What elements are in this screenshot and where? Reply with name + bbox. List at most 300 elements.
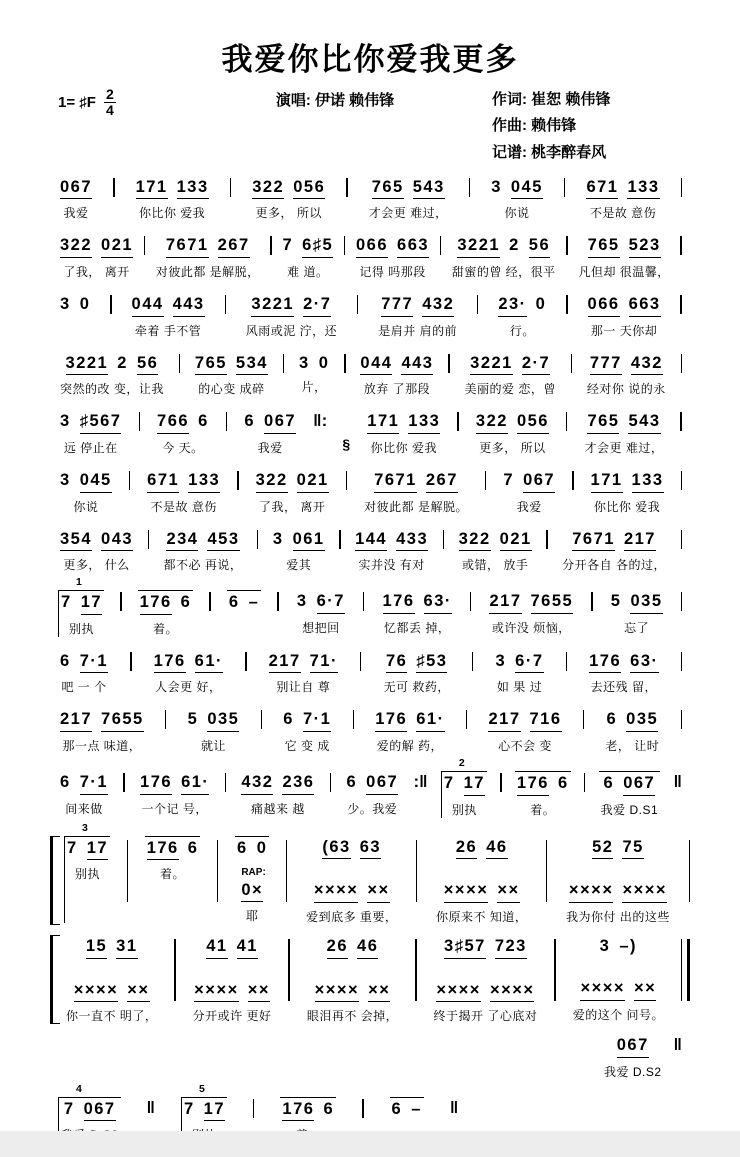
note-group: 021 xyxy=(500,529,532,552)
barline xyxy=(277,592,278,611)
barline xyxy=(681,471,682,490)
lyric-line: 我爱 xyxy=(516,499,542,514)
note-group: 61· xyxy=(195,651,223,674)
barline xyxy=(346,178,347,197)
lyric-line: 别执 xyxy=(451,802,477,817)
note-group: 543 xyxy=(628,411,660,434)
rap-notes xyxy=(580,978,656,1001)
barline xyxy=(174,939,175,1001)
lyric-line: 更多， 什么 xyxy=(63,558,130,573)
melody-notes xyxy=(282,235,333,258)
note-group: ×× xyxy=(248,980,270,1003)
melody-notes xyxy=(503,470,555,493)
barline xyxy=(564,178,565,197)
lyric-line: 都不必 再说， xyxy=(163,558,243,573)
notation-system xyxy=(58,410,682,456)
note-group: ×××× xyxy=(569,880,614,903)
melody-notes xyxy=(456,837,508,860)
measure xyxy=(297,352,331,396)
singer-credit: 演唱: 伊诺 赖伟锋 xyxy=(275,92,395,109)
melody-notes xyxy=(61,592,102,615)
lyric-line: 间来做 xyxy=(65,801,103,816)
lyric-line: 我爱 D.S1 xyxy=(600,802,659,817)
barline xyxy=(689,840,690,902)
lyric-line: 难 道。 xyxy=(287,265,329,279)
note-group: 217 xyxy=(488,709,520,732)
measure xyxy=(227,590,261,633)
barline xyxy=(129,471,130,490)
lyric-line: 少。我爱 xyxy=(347,801,398,816)
barline xyxy=(466,710,467,729)
note-group: 7 xyxy=(503,470,515,489)
melody-notes xyxy=(586,177,659,200)
transcriber-credit: 记谱: 桃李醉春风 xyxy=(492,143,607,161)
rap-lyric-line: 爱到底多 重要， xyxy=(306,909,398,924)
melody-notes xyxy=(299,353,329,374)
notation-system xyxy=(58,708,682,754)
note-group: 765 xyxy=(195,353,227,376)
note-group: 71· xyxy=(310,651,338,674)
melody-notes xyxy=(346,772,398,795)
measure xyxy=(58,410,123,456)
note-group: 035 xyxy=(626,709,658,732)
barline xyxy=(584,773,585,792)
lyric-line: 吧 一 个 xyxy=(61,680,107,695)
note-group: 7·1 xyxy=(303,709,331,732)
melody-notes xyxy=(252,177,325,200)
measure xyxy=(58,771,110,817)
measure xyxy=(382,650,452,696)
volta-number: 3 xyxy=(79,823,91,834)
melody-notes xyxy=(495,651,543,674)
melody-notes xyxy=(592,837,644,860)
lyric-line: 不是故 意伤 xyxy=(589,206,657,221)
measure xyxy=(304,836,399,925)
lyric-line: 实并没 有对 xyxy=(358,558,425,573)
melody-notes xyxy=(140,772,209,795)
note-group: 523 xyxy=(629,235,661,258)
lyric-line: 或许没 烦恼， xyxy=(491,620,571,635)
melody-notes xyxy=(392,1099,422,1120)
note-group: 133 xyxy=(188,470,220,493)
lyric-line: 行。 xyxy=(509,323,535,338)
barline xyxy=(472,652,473,671)
barline xyxy=(546,530,547,549)
melody-notes xyxy=(237,838,267,859)
melody-notes xyxy=(367,411,440,434)
note-group: 6 xyxy=(237,838,248,857)
barline xyxy=(230,178,231,197)
measure xyxy=(130,293,207,339)
melody-notes xyxy=(60,772,108,795)
note-group: 453 xyxy=(207,529,239,552)
note-group: 3 xyxy=(491,177,502,196)
measure xyxy=(463,352,558,398)
measure xyxy=(254,469,331,515)
rap-notes xyxy=(314,880,390,903)
measure xyxy=(244,293,339,339)
measure xyxy=(145,836,201,924)
repeat-barline: :‖ xyxy=(413,772,428,791)
measure xyxy=(376,293,459,339)
note-group: 7671 xyxy=(166,235,209,258)
note-group: – xyxy=(248,593,260,612)
note-group: 0 xyxy=(256,838,268,857)
lyric-line: 那一 天你却 xyxy=(590,323,658,338)
lyric-line: 你说 xyxy=(504,206,530,221)
note-group: 17 xyxy=(464,773,485,796)
notation-system xyxy=(58,469,682,515)
melody-notes xyxy=(154,651,223,674)
note-group: 322 xyxy=(256,470,288,493)
note-group: 176 xyxy=(147,838,179,861)
note-group: ×××× xyxy=(580,978,625,1001)
measure xyxy=(450,234,558,280)
note-group: 6 xyxy=(557,774,569,792)
note-group: 663 xyxy=(397,235,429,258)
barline xyxy=(261,710,262,729)
note-group: 217 xyxy=(269,651,301,674)
final-barline xyxy=(681,939,690,1001)
note-group: 322 xyxy=(476,411,508,434)
rap-lyric-line: 爱的这个 问号。 xyxy=(572,1007,665,1022)
note-group: 7 xyxy=(282,236,294,255)
barline xyxy=(448,354,449,373)
rap-lyric-line: 我为你付 出的这些 xyxy=(566,909,670,924)
measure xyxy=(305,935,400,1024)
melody-notes xyxy=(372,177,445,200)
note-group: ×× xyxy=(634,978,656,1001)
measure xyxy=(138,590,194,637)
note-group: 6·7 xyxy=(515,651,543,674)
note-group: 7655 xyxy=(101,709,144,732)
lyric-line: 了我， 离开 xyxy=(63,265,130,279)
melody-notes xyxy=(60,235,133,258)
note-group: 63· xyxy=(630,651,658,674)
measure xyxy=(501,469,557,515)
lyric-line: 别执 xyxy=(69,621,95,636)
composer-credit: 作曲: 赖伟锋 xyxy=(492,117,577,135)
system-columns xyxy=(64,821,690,925)
note-group: 15 xyxy=(86,936,107,959)
note-group: 3 xyxy=(296,592,308,611)
note-group: 765 xyxy=(588,235,620,258)
melody-notes xyxy=(67,838,108,861)
lyric-line: 美丽的爱 恋，曾 xyxy=(464,382,556,397)
melody-notes xyxy=(322,837,381,860)
measure xyxy=(381,590,454,636)
repeat-barline: ‖: xyxy=(313,411,328,431)
final-barline: ‖ xyxy=(449,1097,459,1117)
measure xyxy=(138,771,211,817)
measure xyxy=(586,293,663,339)
melody-notes xyxy=(60,651,108,674)
rap-notes xyxy=(83,882,92,903)
lyric-line: 才会更 难过， xyxy=(584,440,664,455)
note-group: 133 xyxy=(627,177,659,200)
note-group: 067 xyxy=(84,1099,116,1122)
lyric-line: 想把回 xyxy=(302,620,340,635)
measure xyxy=(571,935,666,1023)
notation-system-double xyxy=(50,935,690,1024)
note-group: 2·7 xyxy=(303,294,331,317)
melody-notes xyxy=(60,470,112,493)
note-group: 63 xyxy=(360,837,381,860)
note-group: 61· xyxy=(416,709,444,732)
melody-notes xyxy=(327,936,379,959)
barline xyxy=(225,773,226,792)
measure xyxy=(560,528,668,574)
note-group: 133 xyxy=(408,411,440,434)
note-group: 133 xyxy=(177,177,209,200)
note-group: 176 xyxy=(383,591,415,614)
note-group: 432 xyxy=(241,772,273,795)
rap-notes xyxy=(436,980,534,1003)
lyric-line: 突然的改 变，让我 xyxy=(60,382,164,397)
notation-system-double xyxy=(50,821,690,925)
lyric-line: 你比你 爱我 xyxy=(138,206,206,221)
melody-notes xyxy=(476,411,549,434)
note-group: 067 xyxy=(623,773,655,796)
notation-system xyxy=(58,576,682,637)
measure xyxy=(587,650,660,696)
melody-notes xyxy=(588,235,661,258)
barline xyxy=(680,295,681,314)
lyric-line: 甜蜜的曾 经，很平 xyxy=(451,265,556,279)
melody-notes xyxy=(195,353,268,376)
note-group: 663 xyxy=(629,294,661,317)
note-group: 267 xyxy=(426,470,458,493)
lyric-line: 忆都丢 掉， xyxy=(384,620,451,635)
barline xyxy=(583,710,584,729)
lyric-line: 我爱 xyxy=(257,440,283,455)
measure xyxy=(58,650,110,696)
melody-notes xyxy=(140,592,192,615)
melody-notes xyxy=(588,294,661,317)
barline xyxy=(286,840,287,902)
barline xyxy=(500,773,501,792)
rap-lyric-line: 你原来不 知道， xyxy=(436,909,528,924)
notation-system xyxy=(58,650,682,696)
note-group: –) xyxy=(619,936,638,955)
lyric-line: 分开各自 各的过， xyxy=(562,558,667,573)
melody-notes xyxy=(590,353,663,376)
note-group: ♯53 xyxy=(416,651,447,674)
note-group: – xyxy=(411,1099,422,1118)
note-group: 322 xyxy=(459,529,491,552)
note-group: 7 xyxy=(67,838,78,857)
lyric-line: 远 停止在 xyxy=(63,440,118,455)
note-group: 267 xyxy=(218,235,250,258)
melody-notes xyxy=(229,592,259,613)
note-group: 171 xyxy=(591,470,623,493)
segno-icon: § xyxy=(342,436,351,453)
measure xyxy=(267,650,340,696)
melody-notes xyxy=(360,353,433,376)
measure xyxy=(58,293,92,335)
note-group: ×××× xyxy=(444,880,489,903)
melody-notes xyxy=(383,591,452,614)
melody-notes xyxy=(136,177,209,200)
note-group: 044 xyxy=(360,353,392,376)
barline xyxy=(443,530,444,549)
lyric-line: 别执 xyxy=(75,867,101,882)
lyric-line: 别让自 尊 xyxy=(276,680,331,695)
barline xyxy=(130,652,131,671)
melody-notes xyxy=(273,529,325,552)
lyric-line: 放弃 了那段 xyxy=(363,382,431,397)
measure xyxy=(193,352,270,398)
note-group: 7 xyxy=(61,593,72,612)
note-group: 432 xyxy=(422,294,454,317)
lyric-line: 记得 吗那段 xyxy=(359,265,426,279)
lyric-line: 老， 让时 xyxy=(605,739,660,753)
note-group: ♯567 xyxy=(80,411,122,434)
measure xyxy=(134,176,211,222)
note-group: 56 xyxy=(137,353,158,376)
note-group: 171 xyxy=(136,177,168,200)
melody-notes xyxy=(444,773,485,796)
note-group: 045 xyxy=(80,470,112,493)
melody-notes xyxy=(587,411,660,434)
melody-notes xyxy=(498,294,546,317)
barline xyxy=(681,178,682,197)
melody-notes xyxy=(617,1035,649,1058)
barline xyxy=(339,530,340,549)
melody-notes xyxy=(381,294,454,317)
note-group: 171 xyxy=(367,411,399,434)
lyric-line: 无可 救药， xyxy=(383,680,450,695)
volta-number: 5 xyxy=(196,1084,208,1095)
note-group: 17 xyxy=(87,838,108,861)
melody-notes xyxy=(157,411,209,434)
measure xyxy=(58,576,104,637)
barline xyxy=(554,939,555,1001)
measure xyxy=(58,352,166,398)
note-group: 6 xyxy=(187,838,199,857)
barline xyxy=(209,592,210,611)
note-group: 6 xyxy=(60,773,71,791)
barline xyxy=(681,354,682,373)
note-group: 056 xyxy=(517,411,549,434)
rap-notes xyxy=(168,882,177,903)
note-group: 17 xyxy=(81,592,102,615)
barline xyxy=(226,412,227,431)
measure xyxy=(281,708,333,754)
note-group: 6 xyxy=(346,773,358,791)
note-group: 6 xyxy=(228,593,240,612)
note-group: 035 xyxy=(207,709,239,732)
measure xyxy=(367,176,450,222)
barline xyxy=(416,840,417,902)
notation-score xyxy=(0,166,740,1144)
measure xyxy=(271,528,327,574)
lyric-line: 我爱 xyxy=(63,206,89,221)
note-group: 63· xyxy=(424,591,452,614)
lyric-line: 它 变 成 xyxy=(284,739,330,753)
note-group: 6 xyxy=(391,1099,403,1118)
barline xyxy=(457,412,458,431)
time-signature xyxy=(104,87,116,117)
melody-notes xyxy=(374,470,458,493)
note-group: 0 xyxy=(535,295,547,313)
note-group: 23· xyxy=(498,294,526,317)
note-group: 2 xyxy=(117,353,128,372)
barline xyxy=(179,354,180,373)
measure xyxy=(353,528,430,574)
measure xyxy=(585,352,668,398)
note-group: ×××× xyxy=(490,980,535,1003)
melody-notes xyxy=(517,773,569,796)
note-group: 056 xyxy=(293,177,325,200)
barline xyxy=(440,236,441,255)
lyric-line: 着。 xyxy=(530,802,556,817)
measure xyxy=(354,234,431,280)
barline xyxy=(344,236,345,255)
barline xyxy=(123,773,124,792)
page-bottom-edge xyxy=(0,1131,740,1157)
melody-notes xyxy=(188,709,240,732)
note-group: 322 xyxy=(252,177,284,200)
note-group: 217 xyxy=(60,709,92,732)
barline xyxy=(288,939,289,1001)
melody-notes xyxy=(166,529,239,552)
note-group: 3 xyxy=(272,529,284,548)
note-group: 765 xyxy=(587,411,619,434)
note-group: 7 xyxy=(183,1099,195,1118)
measure xyxy=(344,771,400,817)
measure xyxy=(64,935,159,1024)
lyric-line: 痛越来 越 xyxy=(251,801,305,816)
melody-notes xyxy=(60,709,144,732)
rap-notes xyxy=(74,980,150,1003)
measure xyxy=(373,708,446,754)
lyric-line: 爱其 xyxy=(286,558,312,573)
rap-notes xyxy=(241,866,266,903)
barline xyxy=(346,471,347,490)
note-group: 061 xyxy=(293,529,325,552)
melody-notes xyxy=(356,235,429,258)
final-barline: ‖ xyxy=(673,1035,682,1055)
note-group: 2 xyxy=(509,236,520,255)
note-group: 2·7 xyxy=(522,353,550,376)
melody-notes xyxy=(132,294,205,317)
note-group: 045 xyxy=(511,177,543,200)
note-group: 133 xyxy=(632,470,664,493)
note-group: 3 xyxy=(299,353,310,372)
note-group: 234 xyxy=(166,529,198,552)
melody-notes xyxy=(184,1099,225,1122)
note-group: 765 xyxy=(372,177,404,200)
melody-notes xyxy=(147,470,220,493)
barline xyxy=(237,471,238,490)
barline xyxy=(680,412,681,431)
melody-notes xyxy=(256,470,329,493)
lyric-line: 风雨或泥 泞，还 xyxy=(245,323,338,338)
lyric-line: 如 果 过 xyxy=(496,680,543,695)
lyric-line: 一个记 号， xyxy=(141,801,208,816)
melody-notes xyxy=(488,709,561,732)
lyricist-credit: 作词: 崔恕 赖伟锋 xyxy=(492,91,611,108)
key-text: 1= ♯F xyxy=(58,93,96,111)
measure xyxy=(280,234,335,280)
melody-notes xyxy=(60,177,92,200)
note-group: 5 xyxy=(610,592,622,611)
barline xyxy=(477,295,478,314)
notation-system xyxy=(58,234,682,280)
melody-notes xyxy=(355,529,428,552)
barline xyxy=(165,710,166,729)
